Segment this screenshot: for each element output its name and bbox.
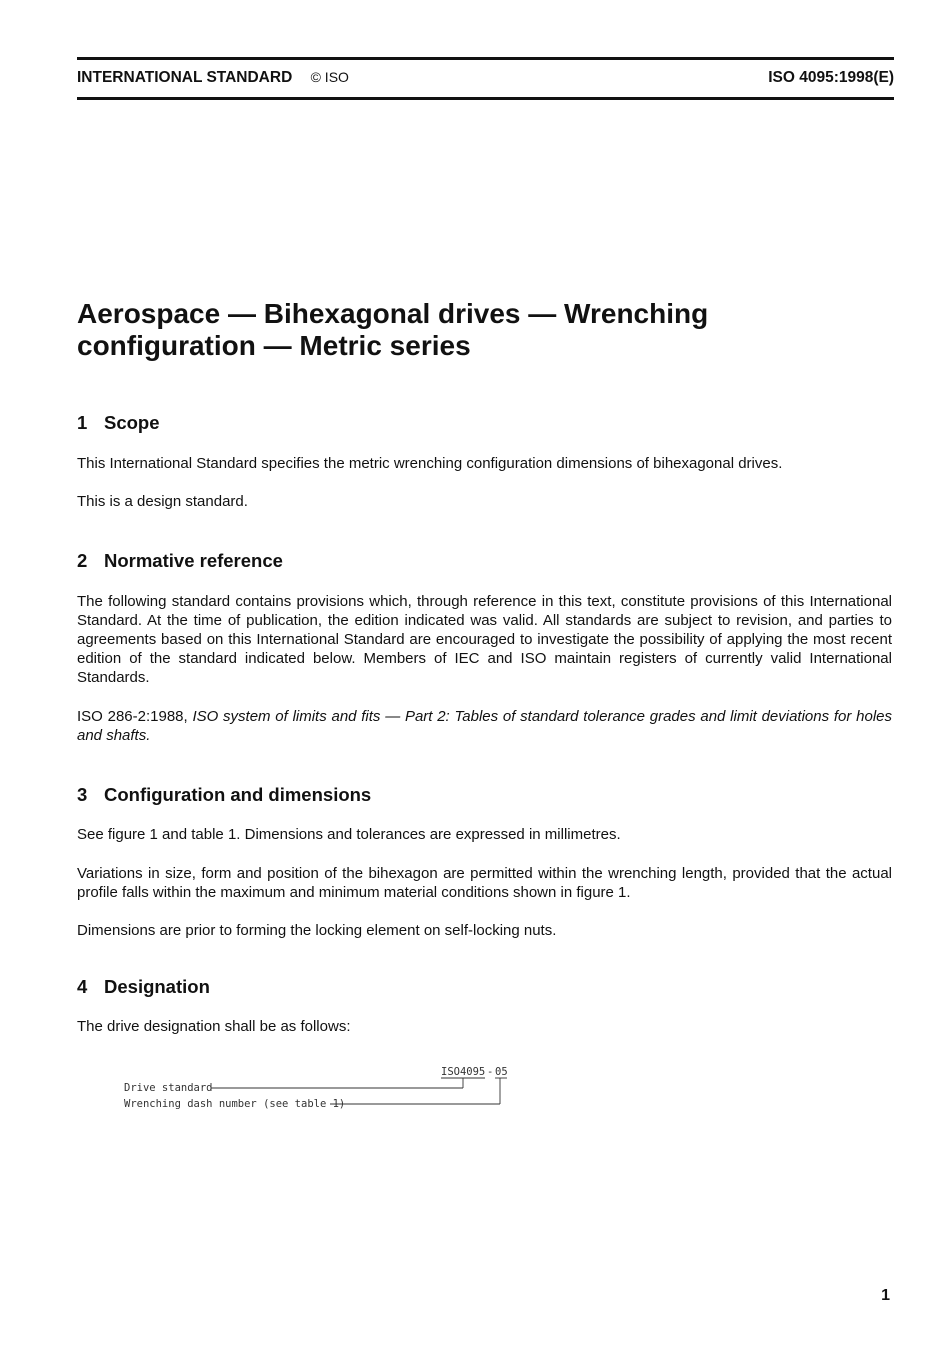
header-top-rule (77, 57, 894, 60)
header-label: INTERNATIONAL STANDARD (77, 69, 293, 86)
normative-reference-entry (77, 707, 892, 745)
document-title: Aerospace — Bihexagonal drives — Wrenching configuration — Metric series (77, 298, 709, 361)
paragraph: This is a design standard. (77, 493, 248, 510)
paragraph: See figure 1 and table 1. Dimensions and tolerances are expressed in millimetres. (77, 826, 621, 843)
section-number: 4 (77, 976, 88, 997)
designation-code-separator: - (487, 1066, 494, 1078)
designation-code-standard: ISO4095 (441, 1066, 486, 1078)
designation-diagram (110, 1060, 530, 1120)
section-heading-configuration (77, 783, 371, 807)
header-copyright: © ISO (310, 69, 349, 85)
reference-title: ISO system of limits and fits — Part 2: Tables of standard tolerance grades and limit deviations for holes and shafts. (77, 708, 892, 744)
paragraph: The drive designation shall be as follows: (77, 1018, 351, 1035)
section-number: 2 (77, 550, 88, 571)
paragraph: This International Standard specifies the metric wrenching configuration dimensions of bihexagonal drives. (77, 455, 783, 472)
page-number: 1 (881, 1287, 890, 1304)
section-number: 3 (77, 784, 88, 805)
section-heading-normative-reference (77, 549, 283, 573)
designation-label-standard: Drive standard (124, 1082, 213, 1094)
header-doc-id: ISO 4095:1998(E) (768, 69, 894, 86)
section-heading-scope (77, 411, 160, 435)
paragraph: Dimensions are prior to forming the locking element on self-locking nuts. (77, 922, 557, 939)
section-title: Configuration and dimensions (104, 784, 372, 805)
designation-code-dash: 05 (495, 1066, 508, 1078)
section-number: 1 (77, 412, 88, 433)
designation-label-dash: Wrenching dash number (see table 1) (124, 1098, 346, 1110)
paragraph: Variations in size, form and position of the bihexagon are permitted within the wrenching length, provided that the actual profile falls within the maximum and minimum material conditions shown in figure 1. (77, 865, 892, 901)
section-title: Scope (104, 412, 160, 433)
section-title: Normative reference (104, 550, 283, 571)
section-heading-designation (77, 975, 210, 999)
paragraph: The following standard contains provisions which, through reference in this text, constitute provisions of this International Standard. At the time of publication, the edition indicated was valid. All standards are subject to revision, and parties to agreements based on this International Standard are encouraged to investigate the possibility of applying the most recent edition of the standard indicated below. Members of IEC and ISO maintain registers of currently valid International Standards. (77, 593, 892, 686)
page-header (77, 69, 894, 89)
header-bottom-rule (77, 97, 894, 100)
reference-code: ISO 286-2:1988, (77, 708, 188, 725)
section-title: Designation (104, 976, 210, 997)
